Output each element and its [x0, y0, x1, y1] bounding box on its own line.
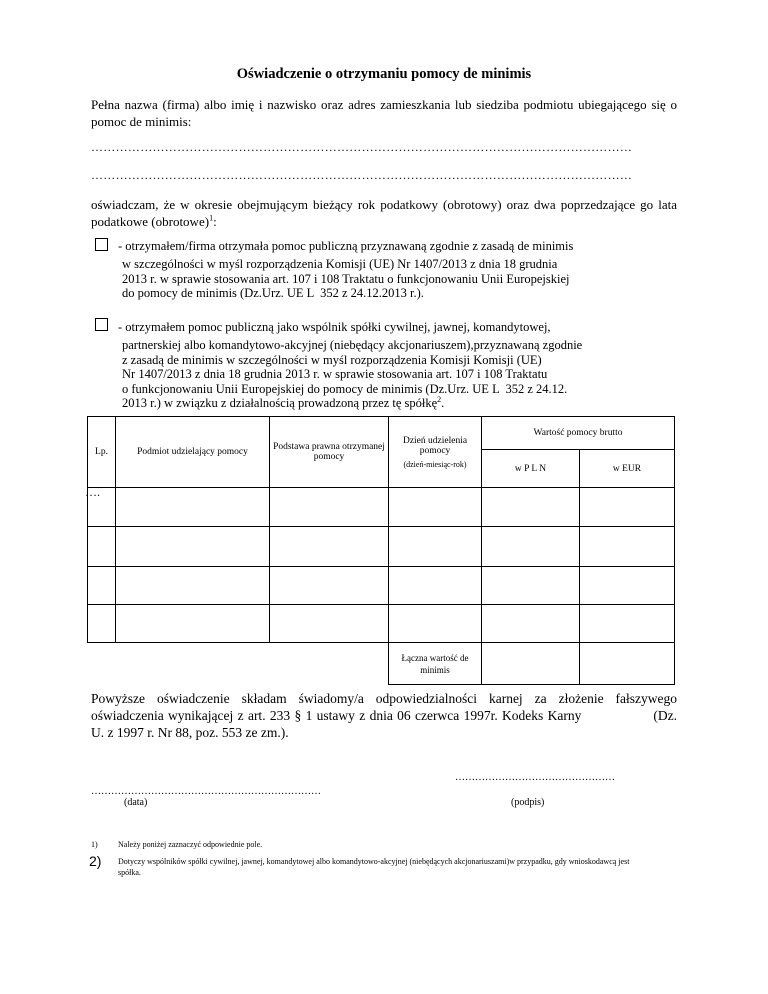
footnote-1-text: Należy poniżej zaznaczyć odpowiednie pole. [118, 840, 263, 849]
table-row [88, 488, 675, 527]
header-basis: Podstawa prawna otrzymanej pomocy [270, 417, 389, 488]
header-date [389, 417, 482, 488]
row-marker: …. [88, 488, 116, 527]
aid-table [87, 416, 675, 685]
option1-checkbox[interactable] [95, 238, 108, 251]
liability-ref: (Dz. U. z 1997 r. Nr 88, poz. 553 ze zm.). [91, 708, 677, 740]
header-date-label: Dzień udzielenia pomocy [402, 435, 468, 456]
table-row [88, 605, 675, 643]
declaration-text [91, 196, 677, 230]
declaration-colon: : [213, 214, 217, 229]
liability-text: Powyższe oświadczenie składam świadomy/a odpowiedzialności karnej za złożenie fałszywego oświadczenia wynikającej z art. 233 § 1 ustawy z dnia 06 czerwca 1997r. Kodeks Karny [91, 691, 677, 723]
option1-body: w szczególności w myśl rozporządzenia Komisji (UE) Nr 1407/2013 z dnia 18 grudnia 2013 r. w sprawie stosowania art. 107 i 108 Traktatu o funkcjonowaniu Unii Europejskiej do pomocy de minimis (Dz.Urz. UE L 352 z 24.12.2013 r.). [122, 257, 570, 300]
total-pln[interactable] [482, 643, 580, 685]
total-label: Łączna wartość de minimis [389, 643, 482, 685]
footnote-ref-1: 1 [209, 213, 214, 223]
date-line[interactable]: …………………………………………………………… [91, 786, 321, 797]
footnote-2-text: Dotyczy wspólników spółki cywilnej, jawnej, komandytowej albo komandytowo-akcyjnej (niebędących akcjonariuszami)w przypadku, gdy wnioskodawcą jest spółka. [118, 857, 630, 877]
option1-first-line: - otrzymałem/firma otrzymała pomoc publiczną przyznawaną zgodnie z zasadą de minimis [118, 239, 574, 253]
document-title: Oświadczenie o otrzymaniu pomocy de minimis [236, 66, 532, 82]
total-eur[interactable] [580, 643, 675, 685]
option2-body-text: partnerskiej albo komandytowo-akcyjnej (niebędący akcjonariuszem),przyznawaną zgodnie z zasadą de minimis w szczególności w myśl rozporządzenia Komisji Komisji (UE) Nr 1407/2013 z dnia 18 grudnia 2013 r. w sprawie stosowania art. 107 i 108 Traktatu o funkcjonowaniu Unii Europejskiej do pomocy de minimis (Dz.Urz. UE L 352 z 24.12. 2013 r.) w związku z działalnością prowadzoną przez tę spółkę [122, 338, 583, 410]
applicant-name-line[interactable]: …………………………………………………………………………………………………………………… [91, 140, 633, 154]
signature-line[interactable]: ………………………………………… [455, 772, 615, 783]
date-label: (data) [124, 797, 148, 808]
header-entity: Podmiot udzielający pomocy [116, 417, 270, 488]
header-value: Wartość pomocy brutto [482, 417, 675, 450]
footnote-1-number: 1) [91, 840, 98, 849]
option2-checkbox[interactable] [95, 318, 108, 331]
option2-first-line: - otrzymałem pomoc publiczną jako wspólnik spółki cywilnej, jawnej, komandytowej, [118, 320, 551, 334]
header-lp: Lp. [88, 417, 116, 488]
applicant-address-line[interactable]: …………………………………………………………………………………………………………………… [91, 168, 633, 182]
liability-statement [91, 690, 677, 741]
total-row [88, 643, 675, 685]
header-date-format: (dzień-miesiąc-rok) [403, 459, 467, 469]
header-pln: w P L N [482, 450, 580, 488]
option2-end: . [441, 396, 445, 410]
option2-body [122, 338, 582, 411]
table-row [88, 527, 675, 567]
signature-label: (podpis) [511, 797, 545, 808]
footnote-ref-2: 2 [437, 394, 442, 404]
footnote-2-number: 2) [89, 853, 102, 869]
header-eur: w EUR [580, 450, 675, 488]
table-row [88, 567, 675, 605]
declaration-body: oświadczam, że w okresie obejmującym bieżący rok podatkowy (obrotowy) oraz dwa poprzedzające go lata podatkowe (obrotowe) [91, 197, 677, 229]
intro-text: Pełna nazwa (firma) albo imię i nazwisko oraz adres zamieszkania lub siedziba podmiotu ubiegającego się o pomoc de minimis: [91, 97, 677, 129]
